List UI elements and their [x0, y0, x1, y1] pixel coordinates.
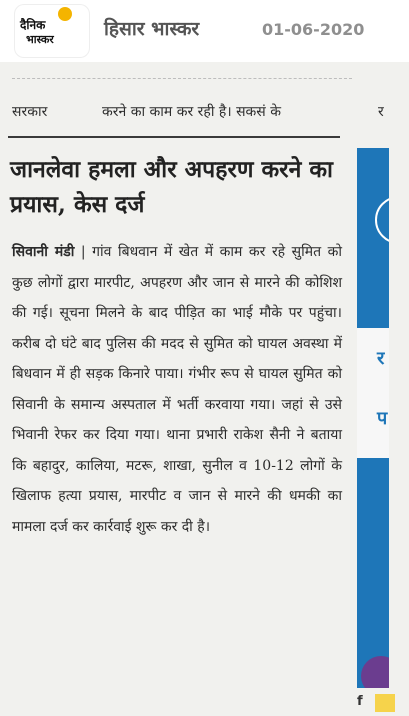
ad-text: र [377, 348, 385, 369]
ad-text: प [377, 408, 388, 429]
dainik-bhaskar-logo[interactable] [14, 4, 90, 58]
cut-text-line [12, 78, 352, 87]
logo-text-line1: दैनिक [20, 18, 46, 32]
previous-article-fragment: सरकार [12, 104, 48, 120]
ring-graphic [375, 196, 389, 244]
ad-graphic [361, 656, 389, 688]
previous-article-fragment: करने का काम कर रही है। सकसं के [102, 104, 281, 120]
article-text: | गांव बिधवान में खेत में काम कर रहे सुमित को कुछ लोगों द्वारा मारपीट, अपहरण और जान से मारने की कोशिश की गई। सूचना मिलने के बाद पीड़ित का भाई मौके पर पहुंचा। करीब दो घंटे बाद पुलिस की मदद से सुमित को घायल अवस्था में बिधवान में ही सड़क किनारे पाया। गंभीर रूप से घायल सुमित को सिवानी के समान्य अस्पताल में भर्ती करवाया गया। जहां से उसे भिवानी रेफर कर दिया गया। थाना प्रभारी राकेश सैनी ने बताया कि बहादुर, कालिया, मटरू, शाखा, सुनील व 10-12 लोगों के खिलाफ हत्या प्रयास, मारपीट व जान से मारने की धमकी का मामला दर्ज कर कार्रवाई शुरू कर दी है। [12, 244, 342, 535]
side-advertisement [357, 148, 389, 688]
logo-text-line2: भास्कर [26, 33, 54, 46]
edition-date: 01-06-2020 [262, 20, 365, 39]
edition-title: हिसार भास्कर [104, 18, 200, 40]
app-header [0, 0, 409, 62]
ad-footer-text: f [357, 694, 363, 709]
newspaper-clipping[interactable] [0, 62, 409, 716]
ad-footer-graphic [375, 694, 395, 712]
article-dateline: सिवानी मंडी [12, 244, 75, 260]
divider [8, 136, 340, 138]
sun-icon [58, 7, 72, 21]
previous-article-fragment: र [378, 104, 384, 120]
article-body [12, 237, 342, 542]
article-headline: जानलेवा हमला और अपहरण करने का प्रयास, केस दर्ज [10, 156, 333, 218]
